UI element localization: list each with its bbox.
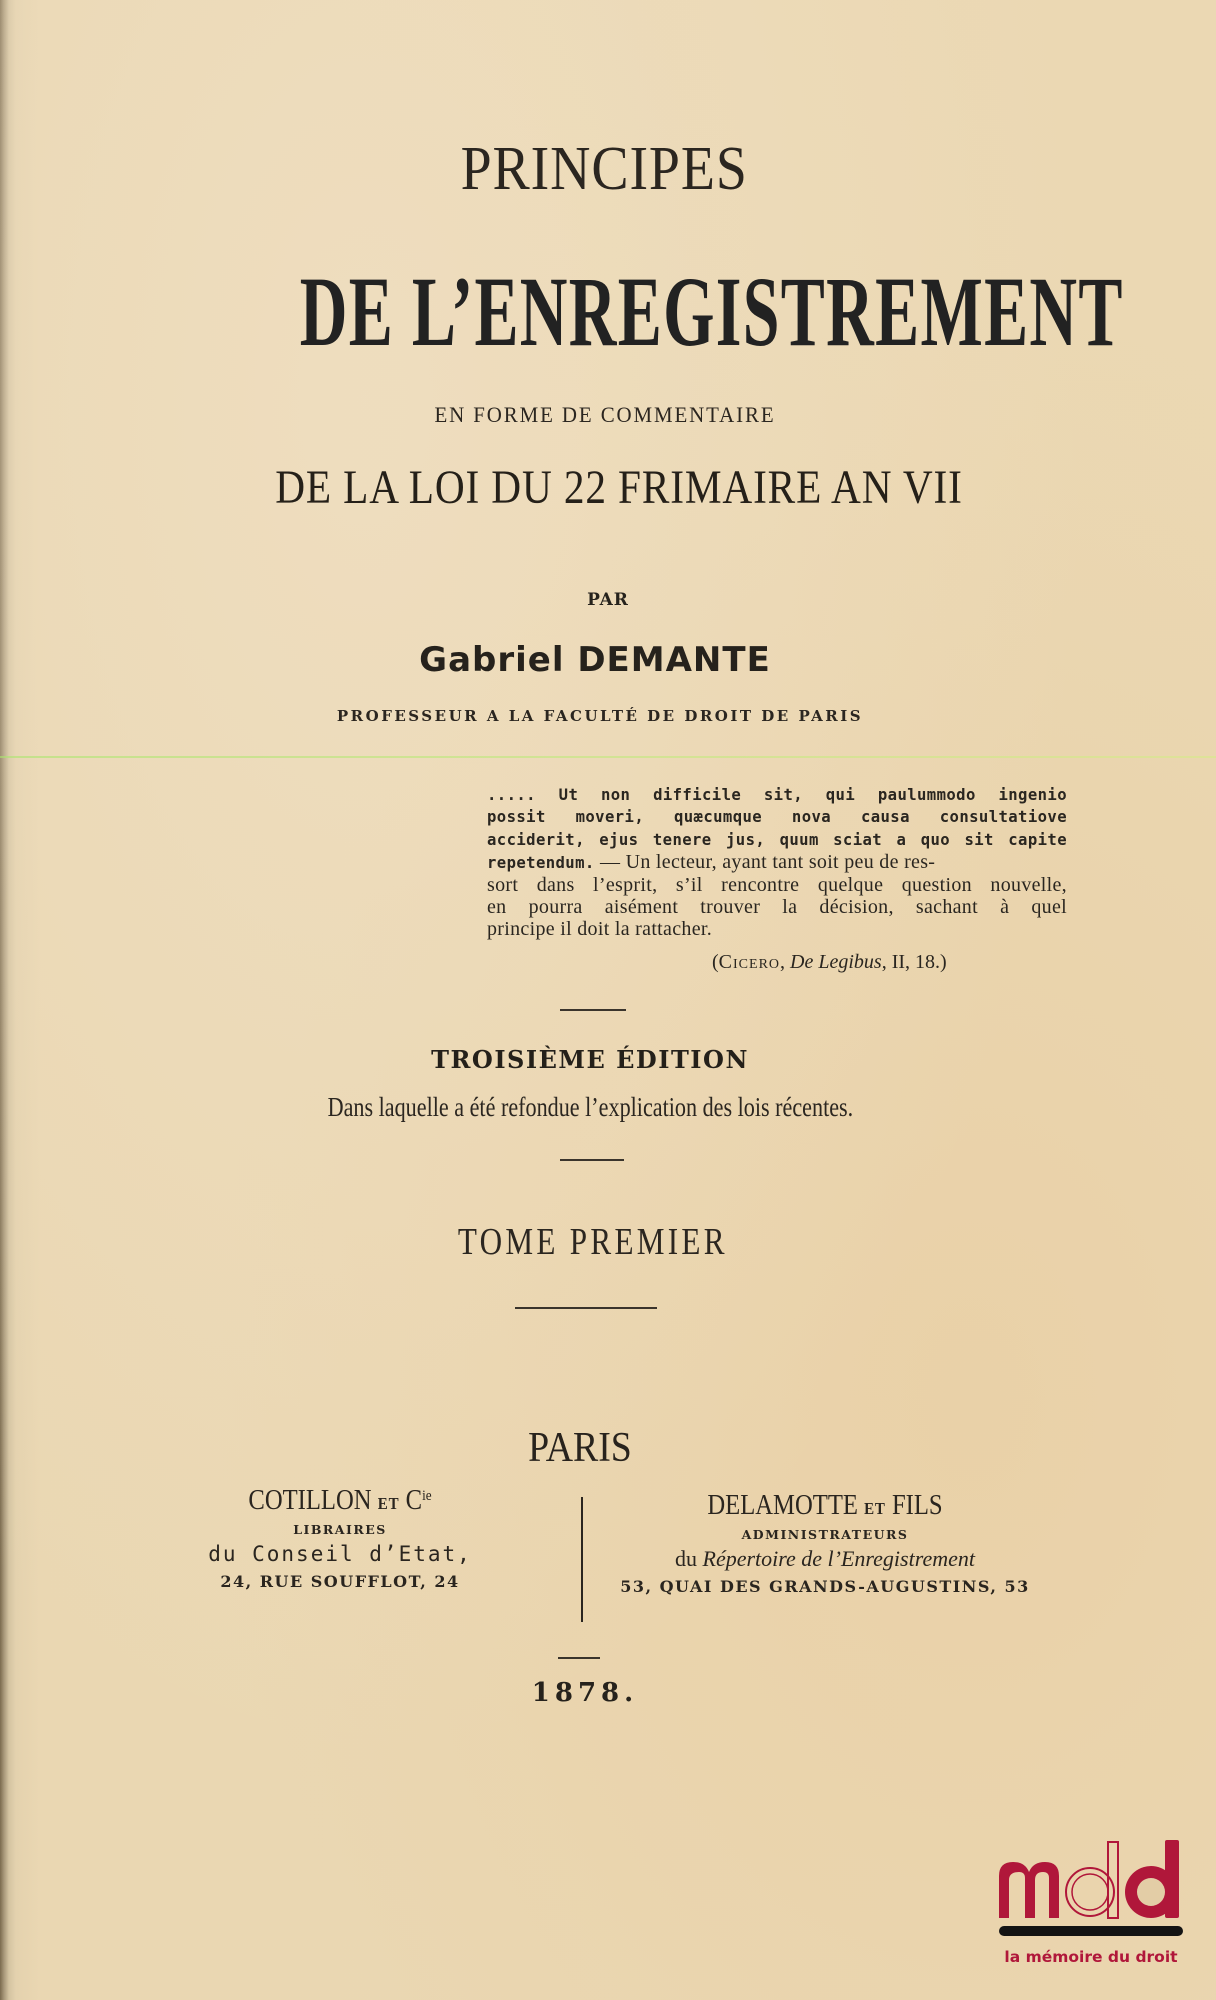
divider-rule (515, 1307, 657, 1309)
publisher-company: C (405, 1485, 423, 1516)
mdd-logo[interactable] (995, 1836, 1187, 1976)
divider-rule (560, 1009, 626, 1011)
publisher-right (600, 1490, 1050, 1601)
publisher-right-role: ADMINISTRATEURS (741, 1527, 909, 1542)
citation-author: Cicero (718, 951, 781, 973)
volume-label: TOME PREMIER (457, 1221, 728, 1263)
author-title: PROFESSEUR A LA FACULTÉ DE DROIT DE PARIS (336, 707, 864, 725)
citation-work: De Legibus (790, 951, 882, 973)
publisher-left (160, 1480, 520, 1596)
epigraph-line: en pourra aisément trouver la décision, sachant à quel (487, 895, 1067, 918)
divider-rule (558, 1657, 600, 1659)
publication-year: 1878. (531, 1678, 639, 1708)
imprint-city: PARIS (528, 1425, 632, 1471)
divider-rule (560, 1159, 624, 1161)
publisher-et: ET (864, 1499, 886, 1518)
publisher-et: ET (377, 1494, 400, 1513)
epigraph-line: possit moveri, quæcumque nova causa consultatiove (487, 808, 1067, 827)
publisher-left-role: LIBRAIRES (293, 1522, 387, 1537)
publisher-company: FILS (891, 1490, 943, 1521)
epigraph-french-start: — Un lecteur, ayant tant soit peu de res- (594, 851, 936, 874)
edition-note: Dans laquelle a été refondue l’explication des lois récentes. (327, 1092, 854, 1122)
publisher-left-address (160, 1568, 520, 1596)
publisher-name: COTILLON (248, 1485, 372, 1516)
paren-close: ) (940, 951, 947, 973)
logo-tagline: la mémoire du droit (1004, 1948, 1178, 1966)
subtitle-line-1: EN FORME DE COMMENTAIRE (434, 402, 776, 427)
logo-bar (999, 1926, 1183, 1936)
title-line-1: PRINCIPES (460, 135, 748, 203)
publisher-divider (581, 1497, 583, 1622)
author-name: Gabriel DEMANTE (419, 640, 771, 680)
address-text: 24, RUE SOUFFLOT, 24 (220, 1572, 460, 1591)
publisher-left-line: du Conseil d’Etat, (208, 1542, 472, 1566)
epigraph (487, 784, 1067, 941)
publisher-left-name (182, 1480, 499, 1520)
address-text: 53, QUAI DES GRANDS-AUGUSTINS, 53 (620, 1577, 1030, 1596)
epigraph-line: acciderit, ejus tenere jus, quum sciat a quo sit capite (487, 830, 1067, 849)
subtitle-line-2: DE LA LOI DU 22 FRIMAIRE AN VII (275, 461, 963, 514)
edition-label: TROISIÈME ÉDITION (431, 1045, 749, 1074)
publisher-right-name (627, 1490, 1023, 1525)
publisher-name: DELAMOTTE (707, 1490, 858, 1521)
line-prefix: du (675, 1546, 697, 1571)
epigraph-line: principe il doit la rattacher. (487, 918, 713, 941)
epigraph-latin-end: repetendum. (487, 854, 595, 873)
publisher-right-line (600, 1545, 1050, 1573)
publisher-company-sup: ie (422, 1488, 432, 1504)
epigraph-line: ..... Ut non difficile sit, qui paulummodo ingenio (487, 786, 1067, 804)
scan-artifact-line (0, 756, 1216, 758)
mdd-logo-icon (995, 1836, 1187, 1926)
epigraph-citation: (Cicero, De Legibus, II, 18.) (712, 951, 947, 973)
line-italic: Répertoire de l’Enregistrement (702, 1546, 975, 1571)
paren-open: ( (712, 951, 719, 973)
citation-ref: II, 18. (891, 951, 941, 973)
by-label: PAR (587, 590, 629, 610)
publisher-right-address (600, 1573, 1050, 1601)
main-title: DE L’ENREGISTREMENT (299, 256, 1124, 367)
epigraph-line (487, 851, 1067, 873)
epigraph-line: sort dans l’esprit, s’il rencontre quelque question nouvelle, (487, 873, 1067, 896)
